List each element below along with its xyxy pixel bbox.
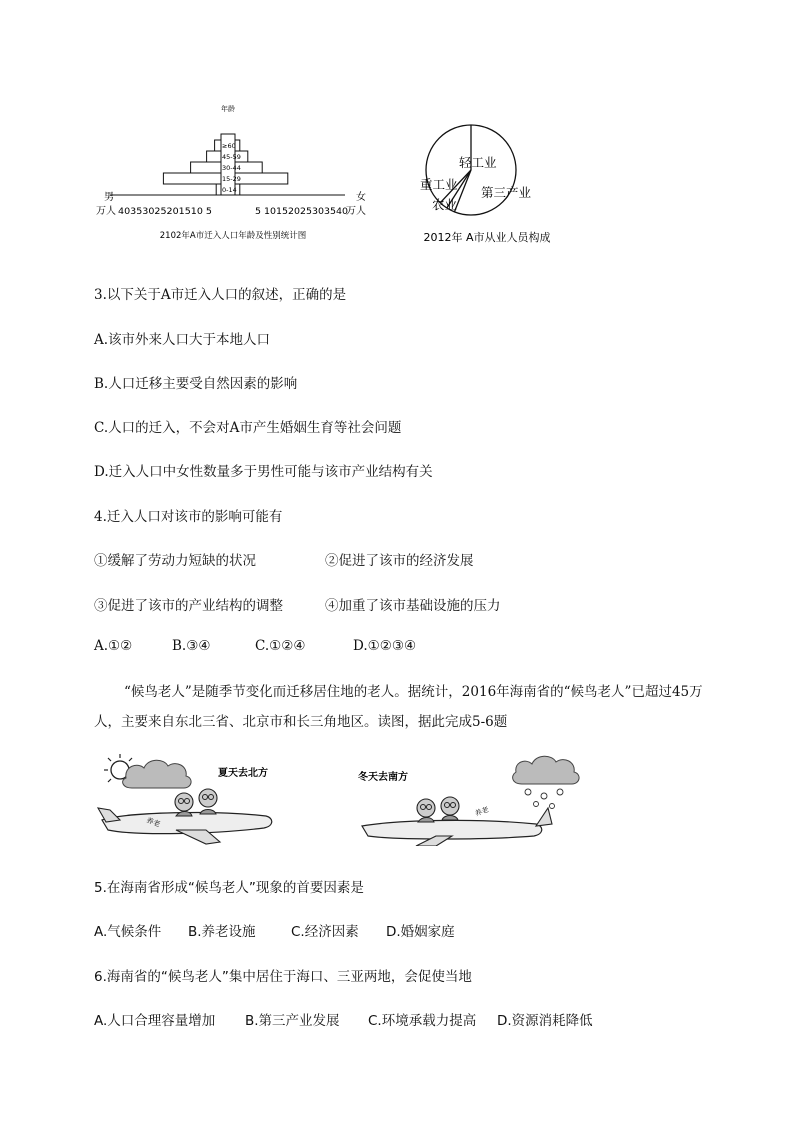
q4-statement-4: ④加重了该市基础设施的压力 (325, 598, 501, 614)
pyramid-right-ticks: 5 1015202530354​0 (255, 207, 348, 217)
population-pyramid-chart (90, 100, 390, 245)
q3-option-a: A.该市外来人口大于本地人口 (94, 332, 271, 348)
q5-stem: 5.在海南省形成“候鸟老人”现象的首要因素是 (94, 880, 364, 896)
pie-label-tertiary: 第三产业 (481, 185, 532, 200)
pyramid-left-ticks: 4035302520151​0 5 (118, 207, 212, 217)
snow-cloud-icon (513, 756, 579, 784)
pyramid-age-label-3: 45-59 (222, 153, 241, 161)
pyramid-bar-female-4 (235, 140, 240, 151)
pyramid-age-label-0: 0-14 (222, 186, 237, 194)
q4-option-d: D.①②③④ (353, 638, 417, 654)
q4-statement-1: ①缓解了劳动力短缺的状况 (94, 553, 256, 569)
svg-text:养老: 养老 (473, 805, 490, 818)
right-panel-caption: 冬天去南方 (358, 772, 408, 783)
pyramid-bar-male-4 (215, 140, 221, 151)
pyramid-left-label-top: 男 (104, 192, 114, 203)
cloud-icon (123, 760, 191, 788)
left-panel-caption: 夏天去北方 (218, 768, 268, 779)
pyramid-bar-male-3 (207, 151, 221, 162)
pie-label-heavy-industry: 重工业 (420, 177, 458, 192)
pie-label-light-industry: 轻工业 (459, 155, 497, 170)
q3-option-b: B.人口迁移主要受自然因素的影响 (94, 376, 298, 392)
pyramid-age-label-1: 15-29 (222, 175, 241, 183)
snowflake-icons (525, 789, 563, 809)
q5-option-a: A.气候条件 (94, 924, 162, 940)
pie-label-agriculture: 农业 (432, 197, 458, 212)
q6-option-a: A.人口合理容量增加 (94, 1013, 216, 1029)
pyramid-bar-male-0 (216, 184, 221, 195)
pyramid-age-label-2: 30-44 (222, 164, 241, 172)
q6-stem: 6.海南省的“候鸟老人”集中居住于海口、三亚两地，会促使当地 (94, 969, 472, 985)
svg-text:养老: 养老 (145, 816, 162, 829)
q4-stem: 4.迁入人口对该市的影响可能有 (94, 509, 283, 525)
q4-statement-2: ②促进了该市的经济发展 (325, 553, 474, 569)
q3-option-c: C.人口的迁入，不会对A市产生婚姻生育等社会问题 (94, 420, 402, 436)
pyramid-right-label-top: 女 (356, 192, 366, 203)
q4-option-c: C.①②④ (255, 638, 306, 654)
pyramid-left-label-bottom: 万人 (96, 206, 116, 217)
q5-option-d: D.婚姻家庭 (386, 924, 455, 940)
q3-option-d: D.迁入人口中女性数量多于男性可能与该市产业结构有关 (94, 464, 433, 480)
q4-statement-3: ③促进了该市的产业结构的调整 (94, 598, 283, 614)
pyramid-bar-male-2 (191, 162, 221, 173)
intro-paragraph: “候鸟老人”是随季节变化而迁移居住地的老人。据统计，2016年海南省的“候鸟老人”已超过45万人，主要来自东北三省、北京市和长三角地区。读图，据此完成5-6题 (94, 684, 703, 730)
pie-caption: 2012年 A市从业人员构成 (423, 231, 551, 244)
pyramid-right-label-bottom: 万人 (346, 206, 366, 217)
q6-option-d: D.资源消耗降低 (497, 1013, 593, 1029)
q5-option-c: C.经济因素 (291, 924, 359, 940)
employment-pie-chart (405, 118, 585, 248)
q3-stem: 3.以下关于A市迁入人口的叙述，正确的是 (94, 287, 347, 303)
q5-option-b: B.养老设施 (188, 924, 256, 940)
q4-option-b: B.③④ (172, 638, 211, 654)
q4-option-a: A.①② (94, 638, 133, 654)
pyramid-caption: 2102年A市迁入人口年龄及性别统计图 (159, 231, 307, 241)
pyramid-age-label-4: ≥60 (222, 142, 236, 150)
pyramid-bar-male-1 (163, 173, 221, 184)
q6-option-b: B.第三产业发展 (245, 1013, 340, 1029)
migratory-elders-cartoon (96, 750, 626, 846)
q6-option-c: C.环境承载力提高 (368, 1013, 477, 1029)
elderly-couple-right-icon (417, 797, 459, 822)
pyramid-bar-female-1 (235, 173, 288, 184)
pyramid-axis-title: 年龄 (221, 105, 235, 113)
